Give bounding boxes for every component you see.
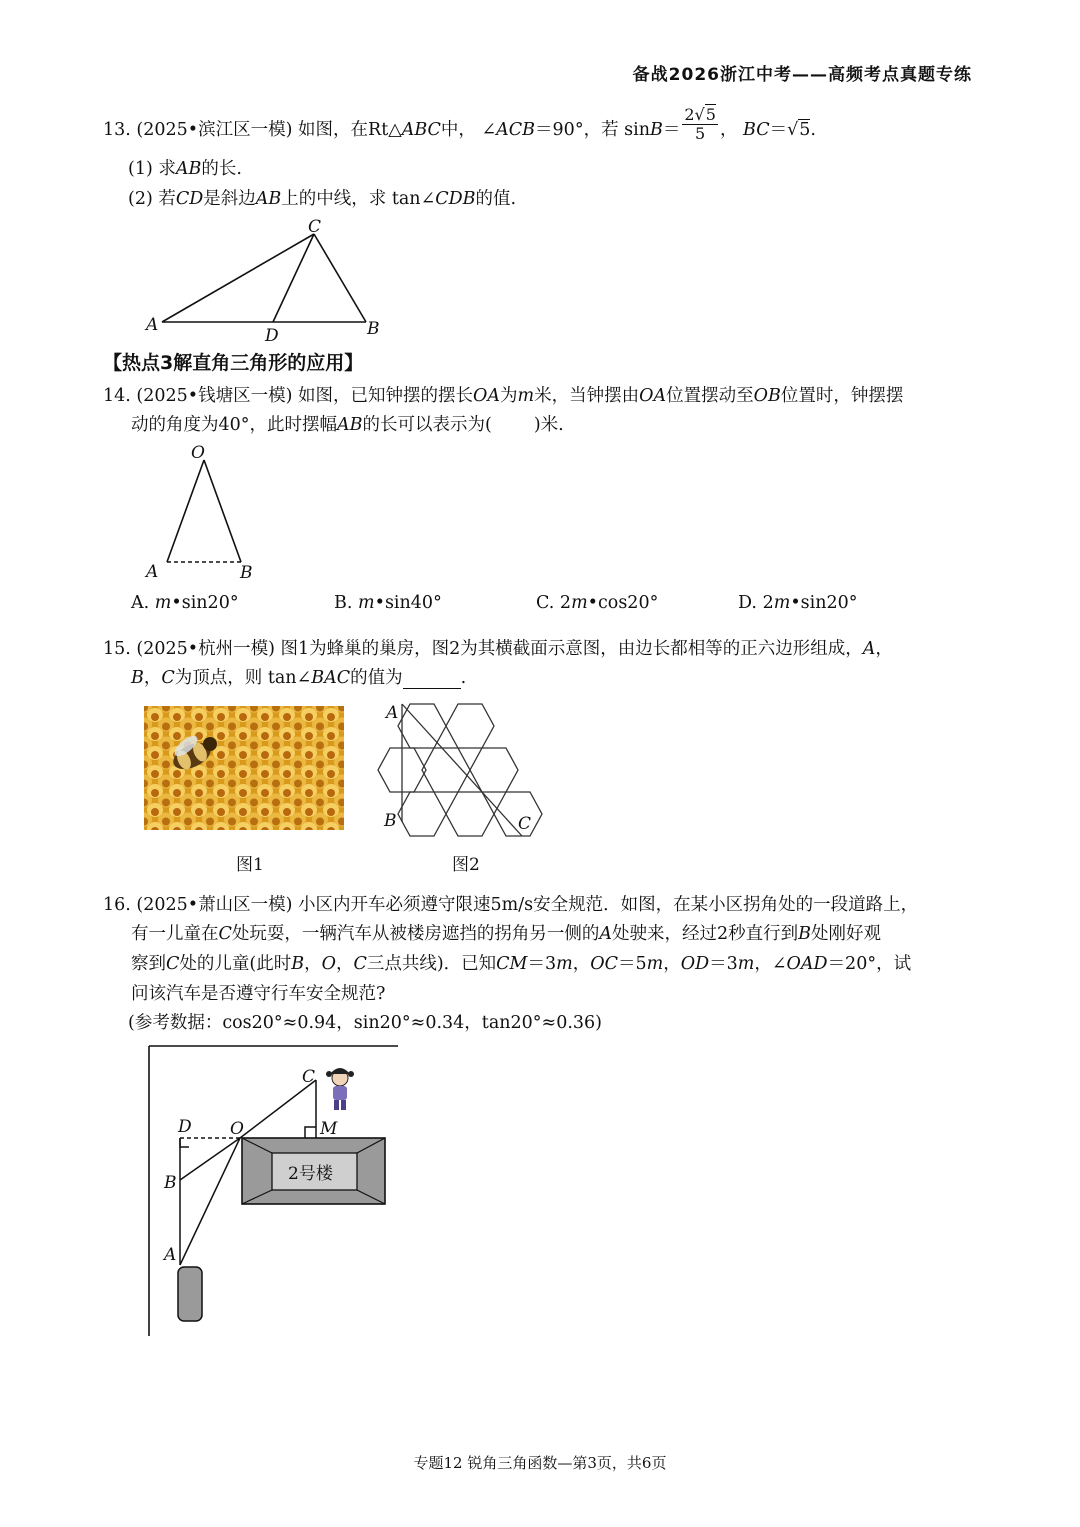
building-label: 2号楼	[288, 1164, 333, 1184]
q14-option-b: B. m•sin40°	[334, 593, 442, 613]
label-O: O	[230, 1119, 244, 1139]
hexagon-grid-figure	[370, 696, 560, 846]
q16-stem-line1: 16. (2025•萧山区一模) 小区内开车必须遵守限速5m/s安全规范．如图，在某小区拐角处的一段道路上，	[103, 895, 919, 915]
q14-stem-line1: 14. (2025•钱塘区一模) 如图，已知钟摆的摆长OA为m米，当钟摆由OA位置摆动至OB位置时，钟摆摆	[103, 386, 904, 406]
label-A: A	[386, 703, 399, 723]
label-B: B	[384, 811, 397, 831]
sinB-fraction: $\frac{2√5}{5}$	[684, 105, 716, 143]
section-heading: 【热点3解直角三角形的应用】	[103, 352, 364, 374]
label-B: B	[164, 1173, 177, 1193]
q16-corner-figure	[140, 1040, 410, 1340]
q14-option-a: A. m•sin20°	[131, 593, 239, 613]
label-D: D	[178, 1117, 192, 1137]
q15-stem-line2: B，C为顶点，则 tan∠BAC的值为 .	[131, 668, 467, 688]
q16-stem-line3: 察到C处的儿童(此时B，O，C三点共线)．已知CM＝3m，OC＝5m，OD＝3m，∠OAD＝20°，试	[131, 954, 912, 974]
label-O: O	[191, 443, 205, 463]
label-C: C	[308, 217, 322, 237]
q13-part2: (2) 若CD是斜边AB上的中线，求 tan∠CDB的值.	[128, 189, 517, 209]
label-C: C	[518, 814, 532, 834]
label-D: D	[265, 326, 279, 346]
q14-option-c: C. 2m•cos20°	[536, 593, 659, 613]
car-icon	[178, 1267, 202, 1321]
header-title: 备战2026浙江中考——高频考点真题专练	[632, 65, 972, 85]
q13-stem: 13. (2025•滨江区一模) 如图，在Rt△ABC中， ∠ACB＝90°，若 sinB＝ $\frac{2√5}{5}$ ， BC＝√5.	[103, 105, 816, 143]
child-icon	[326, 1068, 354, 1110]
label-A: A	[164, 1245, 177, 1265]
q13-part1: (1) 求AB的长.	[128, 159, 242, 179]
honeycomb-photo	[144, 706, 344, 830]
label-A: A	[146, 562, 159, 582]
q14-stem-line2: 动的角度为40°，此时摆幅AB的长可以表示为( )米.	[131, 415, 564, 435]
page-footer: 专题12 锐角三角函数—第3页，共6页	[413, 1454, 667, 1472]
label-B: B	[240, 563, 253, 583]
q14-option-d: D. 2m•sin20°	[738, 593, 858, 613]
label-A: A	[146, 315, 159, 335]
label-B: B	[367, 319, 380, 339]
answer-blank	[403, 673, 461, 689]
building	[242, 1138, 385, 1204]
label-C: C	[302, 1067, 316, 1087]
q16-stem-line4: 问该汽车是否遵守行车安全规范?	[131, 984, 386, 1004]
q16-stem-line2: 有一儿童在C处玩耍，一辆汽车从被楼房遮挡的拐角另一侧的A处驶来，经过2秒直行到B处刚好观	[131, 924, 882, 944]
q15-stem-line1: 15. (2025•杭州一模) 图1为蜂巢的巢房，图2为其横截面示意图，由边长都相等的正六边形组成，A，	[103, 639, 893, 659]
fig1-caption: 图1	[236, 855, 264, 875]
q13-triangle-figure	[130, 210, 400, 350]
fig2-caption: 图2	[452, 855, 480, 875]
q16-reference-data: (参考数据：cos20°≈0.94，sin20°≈0.34，tan20°≈0.36)	[128, 1013, 602, 1033]
q14-pendulum-figure	[140, 440, 270, 585]
label-M: M	[320, 1119, 338, 1139]
